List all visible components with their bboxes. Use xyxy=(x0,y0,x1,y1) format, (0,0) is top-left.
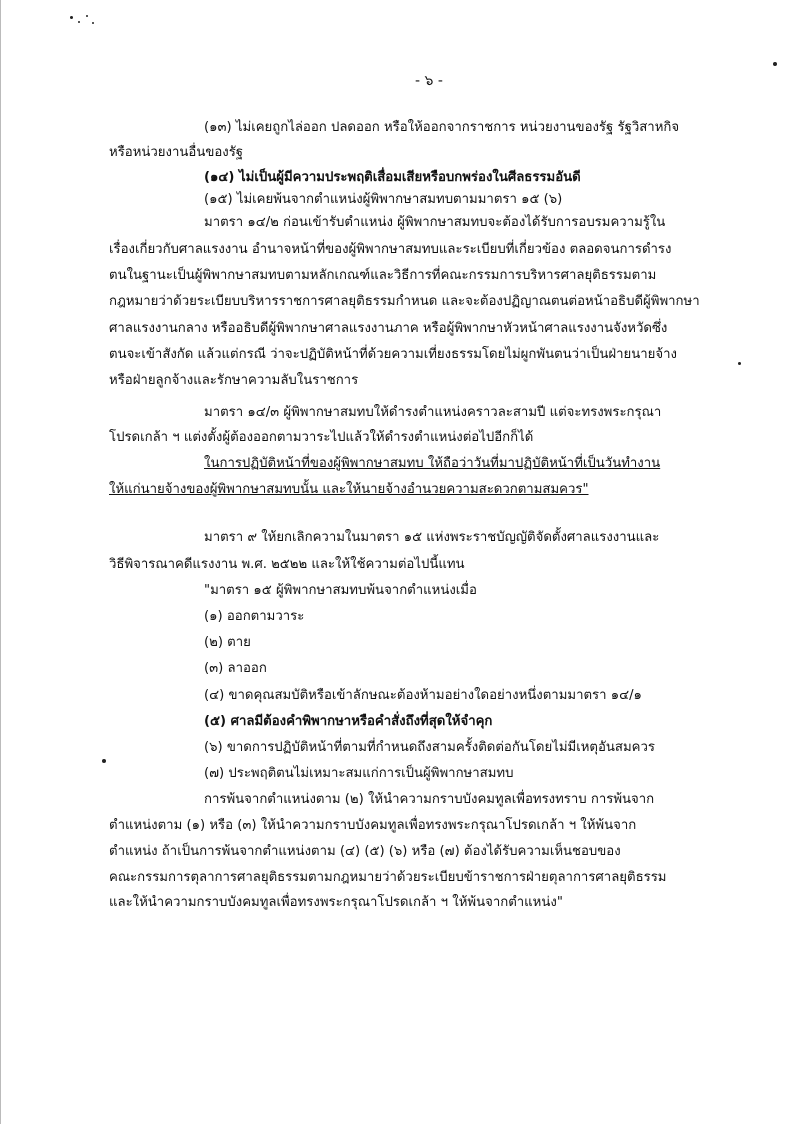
section-14-2-line-2: เรื่องเกี่ยวกับศาลแรงงาน อำนาจหน้าที่ของผู้พิพากษาสมทบและระเบียบที่เกี่ยวข้อง ตลอดจนการดำรง xyxy=(109,242,672,257)
section-14-3-line-3: ในการปฏิบัติหน้าที่ของผู้พิพากษาสมทบ ให้ถือว่าวันที่มาปฏิบัติหน้าที่เป็นวันทำงาน xyxy=(204,456,661,471)
section-14-3-line-1: มาตรา ๑๔/๓ ผู้พิพากษาสมทบให้ดำรงตำแหน่งคราวละสามปี แต่จะทรงพระกรุณา xyxy=(204,405,662,420)
clause-13-line-1: (๑๓) ไม่เคยถูกไล่ออก ปลดออก หรือให้ออกจากราชการ หน่วยงานของรัฐ รัฐวิสาหกิจ xyxy=(204,120,680,135)
section-14-2-line-4: กฎหมายว่าด้วยระเบียบบริหารราชการศาลยุติธรรมกำหนด และจะต้องปฏิญาณตนต่อหน้าอธิบดีผู้พิพากษา xyxy=(109,294,700,309)
section-15-para-line-2: ตำแหน่งตาม (๑) หรือ (๓) ให้นำความกราบบังคมทูลเพื่อทรงพระกรุณาโปรดเกล้า ฯ ให้พ้นจาก xyxy=(109,818,637,833)
section-15-item-7: (๗) ประพฤติตนไม่เหมาะสมแก่การเป็นผู้พิพากษาสมทบ xyxy=(204,766,514,781)
scan-speck xyxy=(86,15,88,17)
section-9-line-1: มาตรา ๙ ให้ยกเลิกความในมาตรา ๑๕ แห่งพระราชบัญญัติจัดตั้งศาลแรงงานและ xyxy=(204,530,660,545)
section-14-2-line-3: ตนในฐานะเป็นผู้พิพากษาสมทบตามหลักเกณฑ์และวิธีการที่คณะกรรมการบริหารศาลยุติธรรมตาม xyxy=(109,268,657,283)
section-14-2-line-5: ศาลแรงงานกลาง หรืออธิบดีผู้พิพากษาศาลแรงงานภาค หรือผู้พิพากษาหัวหน้าศาลแรงงานจังหวัดซึ่ง xyxy=(109,321,668,336)
section-15-item-3: (๓) ลาออก xyxy=(204,661,267,676)
section-15-heading: "มาตรา ๑๕ ผู้พิพากษาสมทบพ้นจากตำแหน่งเมื่อ xyxy=(204,583,477,598)
section-15-item-4: (๔) ขาดคุณสมบัติหรือเข้าลักษณะต้องห้ามอย่างใดอย่างหนึ่งตามมาตรา ๑๔/๑ xyxy=(204,688,642,703)
section-15-item-6: (๖) ขาดการปฏิบัติหน้าที่ตามที่กำหนดถึงสามครั้งติดต่อกันโดยไม่มีเหตุอันสมควร xyxy=(204,740,655,755)
section-14-2-line-7: หรือฝ่ายลูกจ้างและรักษาความลับในราชการ xyxy=(109,373,359,388)
section-14-2-line-1: มาตรา ๑๔/๒ ก่อนเข้ารับตำแหน่ง ผู้พิพากษาสมทบจะต้องได้รับการอบรมความรู้ใน xyxy=(204,215,666,230)
clause-15: (๑๕) ไม่เคยพ้นจากตำแหน่งผู้พิพากษาสมทบตามมาตรา ๑๕ (๖) xyxy=(204,192,563,207)
scan-edge-line xyxy=(0,0,1,1124)
section-9-line-2: วิธีพิจารณาคดีแรงงาน พ.ศ. ๒๕๒๒ และให้ใช้ความต่อไปนี้แทน xyxy=(109,557,465,572)
section-15-item-1: (๑) ออกตามวาระ xyxy=(204,609,305,624)
section-14-3-line-2: โปรดเกล้า ฯ แต่งตั้งผู้ต้องออกตามวาระไปแล้วให้ดำรงตำแหน่งต่อไปอีกก็ได้ xyxy=(109,430,534,445)
scan-speck xyxy=(70,16,73,19)
scan-speck xyxy=(773,62,777,66)
scan-speck xyxy=(78,21,80,23)
section-15-para-line-4: คณะกรรมการตุลาการศาลยุติธรรมตามกฎหมายว่าด้วยระเบียบข้าราชการฝ่ายตุลาการศาลยุติธรรม xyxy=(109,870,667,885)
section-15-para-line-5: และให้นำความกราบบังคมทูลเพื่อทรงพระกรุณาโปรดเกล้า ฯ ให้พ้นจากตำแหน่ง" xyxy=(109,895,563,910)
clause-14: (๑๔) ไม่เป็นผู้มีความประพฤติเสื่อมเสียหรือบกพร่องในศีลธรรมอันดี xyxy=(204,170,581,185)
scan-speck xyxy=(738,362,741,365)
scan-speck xyxy=(102,759,106,763)
section-14-3-line-4: ให้แก่นายจ้างของผู้พิพากษาสมทบนั้น และให้นายจ้างอำนวยความสะดวกตามสมควร" xyxy=(109,482,589,497)
section-15-para-line-1: การพ้นจากตำแหน่งตาม (๒) ให้นำความกราบบังคมทูลเพื่อทรงทราบ การพ้นจาก xyxy=(204,792,655,807)
section-14-2-line-6: ตนจะเข้าสังกัด แล้วแต่กรณี ว่าจะปฏิบัติหน้าที่ด้วยความเที่ยงธรรมโดยไม่ผูกพันตนว่าเป็นฝ่ายนายจ้าง xyxy=(109,347,677,362)
section-15-item-5: (๕) ศาลมีต้องคำพิพากษาหรือคำสั่งถึงที่สุดให้จำคุก xyxy=(204,714,493,729)
section-15-item-2: (๒) ตาย xyxy=(204,635,251,650)
section-15-para-line-3: ตำแหน่ง ถ้าเป็นการพ้นจากตำแหน่งตาม (๔) (๕) (๖) หรือ (๗) ต้องได้รับความเห็นชอบของ xyxy=(109,844,621,859)
page-number: - ๖ - xyxy=(415,73,443,89)
scan-speck xyxy=(92,22,94,24)
clause-13-line-2: หรือหน่วยงานอื่นของรัฐ xyxy=(109,145,244,160)
